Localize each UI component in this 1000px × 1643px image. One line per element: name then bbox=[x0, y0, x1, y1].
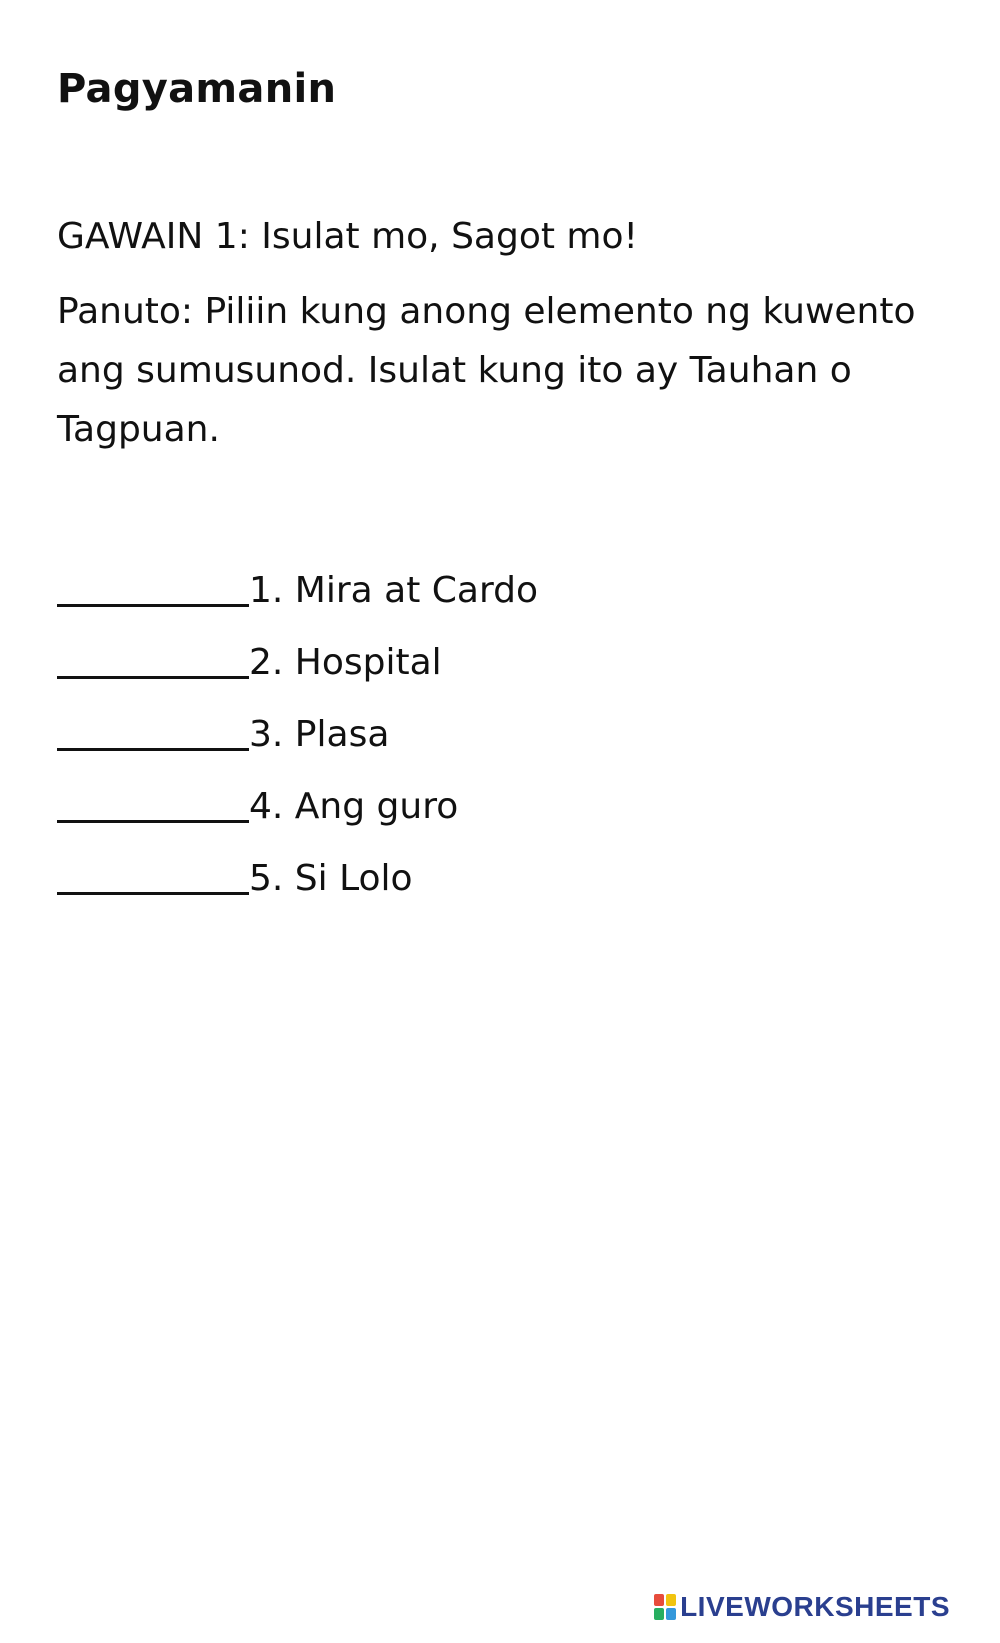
logo-grid-icon bbox=[654, 1594, 676, 1620]
answer-field-3[interactable] bbox=[57, 706, 249, 751]
question-label-1: 1. Mira at Cardo bbox=[249, 570, 539, 611]
instructions-text: Panuto: Piliin kung anong elemento ng kuwento ang sumusunod. Isulat kung ito ay Tauhan o Tagpuan. bbox=[57, 291, 916, 450]
liveworksheets-logo[interactable] bbox=[654, 1591, 950, 1623]
answer-field-5[interactable] bbox=[57, 850, 249, 895]
question-item bbox=[57, 689, 538, 761]
logo-text: LIVEWORKSHEETS bbox=[680, 1591, 950, 1622]
question-label-4: 4. Ang guro bbox=[249, 786, 459, 827]
question-list bbox=[57, 545, 538, 905]
activity-title: GAWAIN 1: Isulat mo, Sagot mo! bbox=[57, 216, 638, 257]
page-title: Pagyamanin bbox=[57, 66, 337, 112]
question-item bbox=[57, 617, 538, 689]
answer-field-1[interactable] bbox=[57, 562, 249, 607]
question-item bbox=[57, 761, 538, 833]
question-item bbox=[57, 833, 538, 905]
answer-field-2[interactable] bbox=[57, 634, 249, 679]
answer-field-4[interactable] bbox=[57, 778, 249, 823]
question-label-3: 3. Plasa bbox=[249, 714, 390, 755]
question-label-2: 2. Hospital bbox=[249, 642, 442, 683]
question-label-5: 5. Si Lolo bbox=[249, 858, 413, 899]
question-item bbox=[57, 545, 538, 617]
